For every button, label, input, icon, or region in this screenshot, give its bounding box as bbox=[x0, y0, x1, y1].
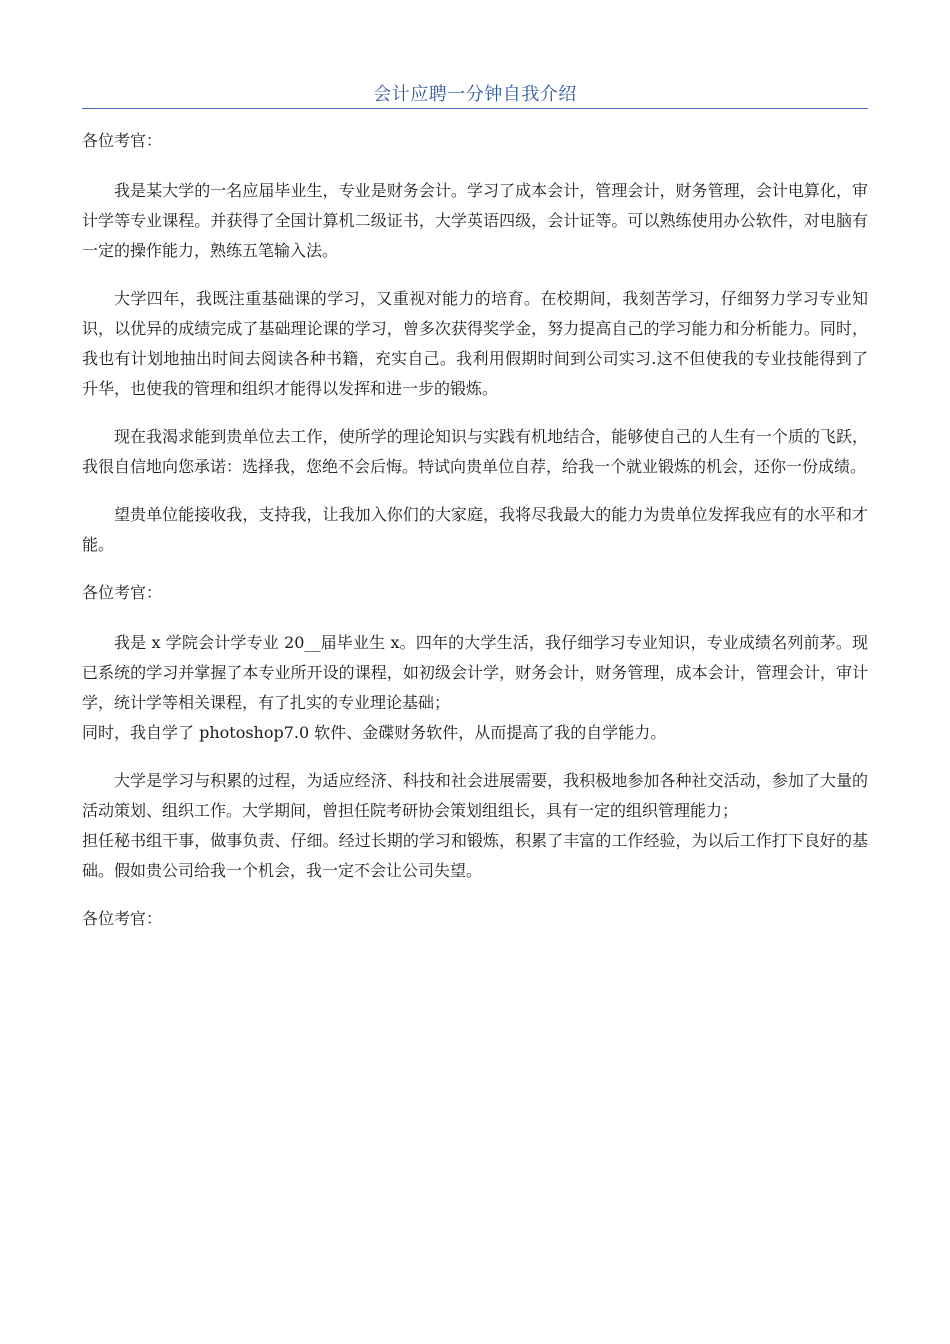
paragraph: 大学是学习与积累的过程，为适应经济、科技和社会进展需要，我积极地参加各种社交活动，参加了大量的活动策划、组织工作。大学期间，曾担任院考研协会策划组组长，具有一定的组织管理能力； bbox=[82, 771, 868, 820]
salutation: 各位考官： bbox=[82, 131, 163, 150]
document-body bbox=[82, 126, 868, 954]
paragraph: 我是 x 学院会计学专业 20__届毕业生 x。四年的大学生活，我仔细学习专业知识，专业成绩名列前茅。现已系统的学习并掌握了本专业所开设的课程，如初级会计学，财务会计，财务管理，成本会计，管理会计，审计学，统计学等相关课程，有了扎实的专业理论基础； bbox=[82, 633, 868, 712]
paragraph-continuation: 担任秘书组干事，做事负责、仔细。经过长期的学习和锻炼，积累了丰富的工作经验，为以后工作打下良好的基础。假如贵公司给我一个机会，我一定不会让公司失望。 bbox=[82, 831, 868, 880]
paragraph: 现在我渴求能到贵单位去工作，使所学的理论知识与实践有机地结合，能够使自己的人生有一个质的飞跃，我很自信地向您承诺：选择我，您绝不会后悔。特试向贵单位自荐，给我一个就业锻炼的机会，还你一份成绩。 bbox=[82, 427, 868, 476]
salutation: 各位考官： bbox=[82, 909, 163, 928]
title-underline bbox=[82, 108, 868, 109]
paragraph: 大学四年，我既注重基础课的学习，又重视对能力的培育。在校期间，我刻苦学习，仔细努力学习专业知识，以优异的成绩完成了基础理论课的学习，曾多次获得奖学金，努力提高自己的学习能力和分析能力。同时，我也有计划地抽出时间去阅读各种书籍，充实自己。我利用假期时间到公司实习.这不但使我的专业技能得到了升华，也使我的管理和组织才能得以发挥和进一步的锻炼。 bbox=[82, 289, 868, 398]
paragraph: 我是某大学的一名应届毕业生，专业是财务会计。学习了成本会计，管理会计，财务管理，会计电算化，审计学等专业课程。并获得了全国计算机二级证书，大学英语四级，会计证等。可以熟练使用办公软件，对电脑有一定的操作能力，熟练五笔输入法。 bbox=[82, 181, 868, 260]
paragraph-continuation: 同时，我自学了 photoshop7.0 软件、金碟财务软件，从而提高了我的自学能力。 bbox=[82, 723, 667, 742]
paragraph: 望贵单位能接收我，支持我，让我加入你们的大家庭，我将尽我最大的能力为贵单位发挥我应有的水平和才能。 bbox=[82, 505, 868, 554]
salutation: 各位考官： bbox=[82, 583, 163, 602]
document-title: 会计应聘一分钟自我介绍 bbox=[373, 84, 577, 105]
